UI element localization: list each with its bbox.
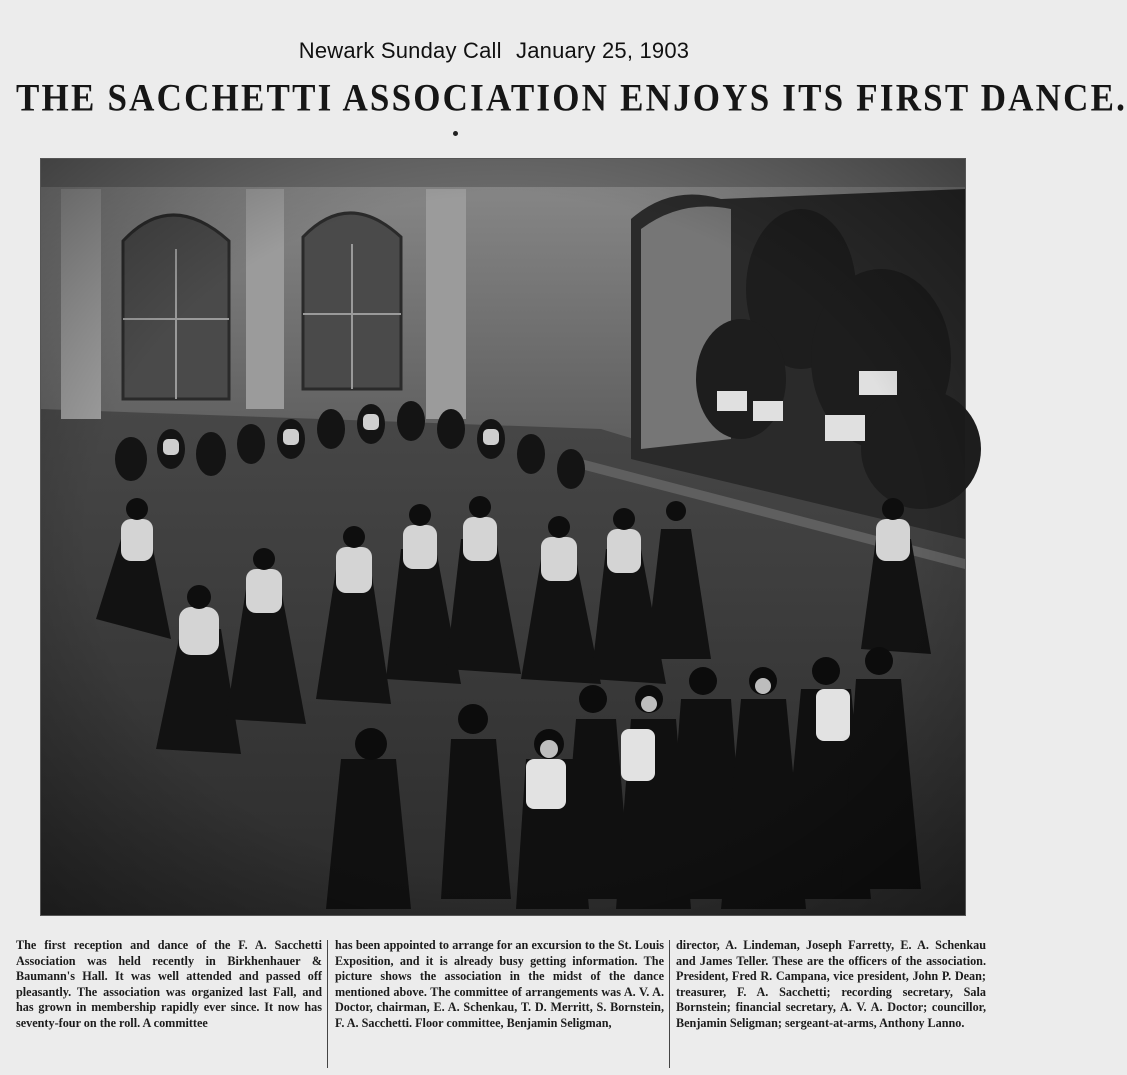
headline: THE SACCHETTI ASSOCIATION ENJOYS ITS FIRST DANCE. — [16, 76, 1127, 120]
source-line — [0, 38, 988, 64]
column-divider — [669, 940, 670, 1068]
ornament-dot — [453, 131, 458, 136]
newspaper-name: Newark Sunday Call — [298, 38, 502, 63]
article-column-1: The first reception and dance of the F. A. Sacchetti Association was held recently in Birkhenhauer & Baumann's Hall. It was well attended and passed off pleasantly. The association was organized last Fall, and has grown in membership rapidly ever since. It now has seventy-four on the roll. A committee — [16, 938, 322, 1030]
dance-photograph — [40, 158, 966, 916]
article-body — [16, 938, 986, 1070]
publication-date: January 25, 1903 — [516, 38, 690, 63]
article-column-3: director, A. Lindeman, Joseph Farretty, E. A. Schenkau and James Teller. These are the officers of the association. President, Fred R. Campana, vice president, John P. Dean; treasurer, F. A. Sacchetti; recording secretary, Sala Bornstein; financial secretary, A. V. A. Doctor; councillor, Benjamin Seligman; sergeant-at-arms, Anthony Lanno. — [676, 938, 986, 1030]
article-column-2: has been appointed to arrange for an excursion to the St. Louis Exposition, and it is already busy getting information. The picture shows the association in the midst of the dance mentioned above. The committee of arrangements was A. V. A. Doctor, chairman, E. A. Schenkau, T. D. Merritt, S. Bornstein, F. A. Sacchetti. Floor committee, Benjamin Seligman, — [335, 938, 664, 1030]
column-divider — [327, 940, 328, 1068]
